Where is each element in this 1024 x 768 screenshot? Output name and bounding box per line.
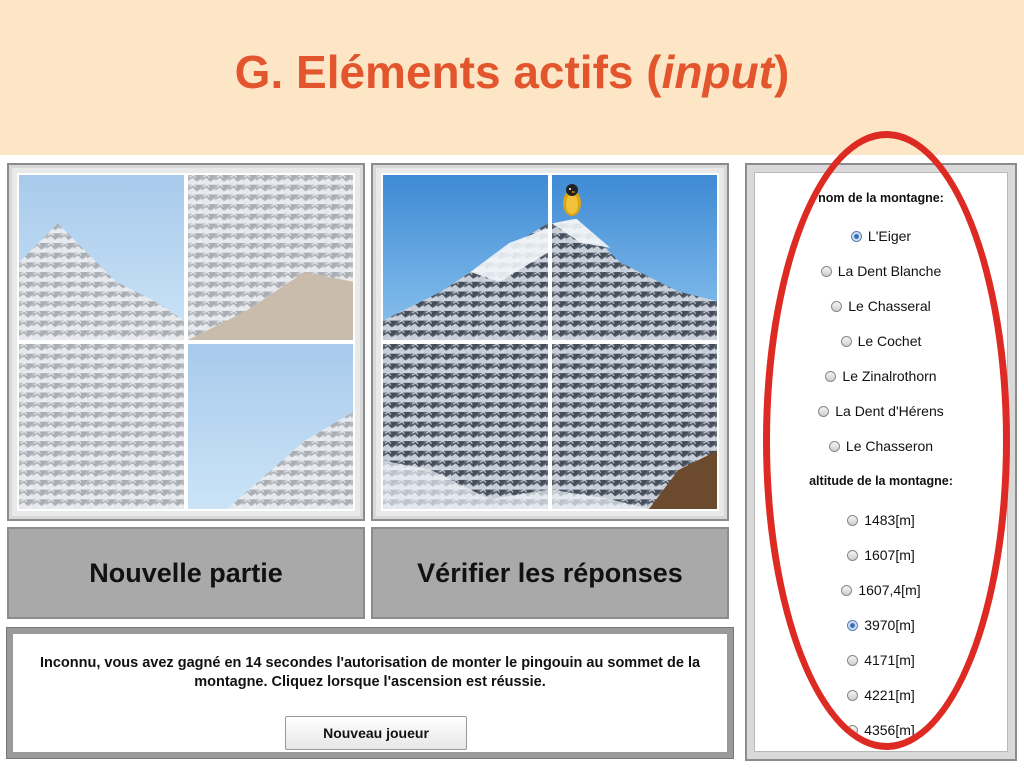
penguin-icon[interactable]: [561, 183, 583, 217]
radio-icon[interactable]: [841, 336, 852, 347]
altitude-radio[interactable]: 4171[m]: [755, 652, 1007, 668]
altitude-radio[interactable]: 3970[m]: [755, 617, 1007, 633]
name-radio[interactable]: Le Chasseron: [755, 438, 1007, 454]
new-player-button[interactable]: Nouveau joueur: [285, 716, 467, 750]
radio-icon[interactable]: [821, 266, 832, 277]
puzzle-right-grid: [381, 173, 719, 511]
radio-icon[interactable]: [847, 550, 858, 561]
puzzle-right-frame: [371, 163, 729, 521]
puzzle-left-grid: [17, 173, 355, 511]
new-game-button[interactable]: Nouvelle partie: [7, 527, 365, 619]
altitude-radio[interactable]: 1483[m]: [755, 512, 1007, 528]
radio-icon[interactable]: [831, 301, 842, 312]
radio-icon[interactable]: [847, 515, 858, 526]
slide-title: G. Eléments actifs (input): [234, 46, 790, 98]
name-radio[interactable]: Le Chasseral: [755, 298, 1007, 314]
name-radio[interactable]: Le Cochet: [755, 333, 1007, 349]
puzzle-tile[interactable]: [550, 342, 719, 511]
puzzle-tile[interactable]: [381, 173, 550, 342]
radio-icon[interactable]: [829, 441, 840, 452]
verify-answers-button[interactable]: Vérifier les réponses: [371, 527, 729, 619]
altitude-radio[interactable]: 4356[m]: [755, 722, 1007, 738]
altitude-radio[interactable]: 1607[m]: [755, 547, 1007, 563]
puzzle-tile[interactable]: [381, 342, 550, 511]
radio-icon[interactable]: [818, 406, 829, 417]
name-radio[interactable]: Le Zinalrothorn: [755, 368, 1007, 384]
radio-icon[interactable]: [847, 655, 858, 666]
title-input-word: input: [661, 46, 774, 98]
altitude-radio[interactable]: 1607,4[m]: [755, 582, 1007, 598]
puzzle-tile[interactable]: [186, 173, 355, 342]
puzzle-tile[interactable]: [186, 342, 355, 511]
name-radio[interactable]: La Dent d'Hérens: [755, 403, 1007, 419]
message-box: [7, 628, 733, 758]
name-radio[interactable]: La Dent Blanche: [755, 263, 1007, 279]
radio-icon[interactable]: [847, 725, 858, 736]
puzzle-left-frame: [7, 163, 365, 521]
radio-icon[interactable]: [841, 585, 852, 596]
radio-icon[interactable]: [847, 690, 858, 701]
radio-icon[interactable]: [825, 371, 836, 382]
radio-icon[interactable]: [851, 231, 862, 242]
puzzle-tile[interactable]: [17, 173, 186, 342]
name-radio[interactable]: L'Eiger: [755, 228, 1007, 244]
message-text: Inconnu, vous avez gagné en 14 secondes l'autorisation de monter le pingouin au sommet de la montagne. Cliquez lorsque l'ascension est réussie.: [39, 655, 701, 690]
name-heading: nom de la montagne:: [818, 191, 944, 205]
puzzle-tile[interactable]: [17, 342, 186, 511]
mountain-form: [754, 172, 1008, 752]
mountain-form-panel: [745, 163, 1017, 761]
radio-icon[interactable]: [847, 620, 858, 631]
altitude-heading: altitude de la montagne:: [809, 474, 953, 488]
altitude-radio[interactable]: 4221[m]: [755, 687, 1007, 703]
